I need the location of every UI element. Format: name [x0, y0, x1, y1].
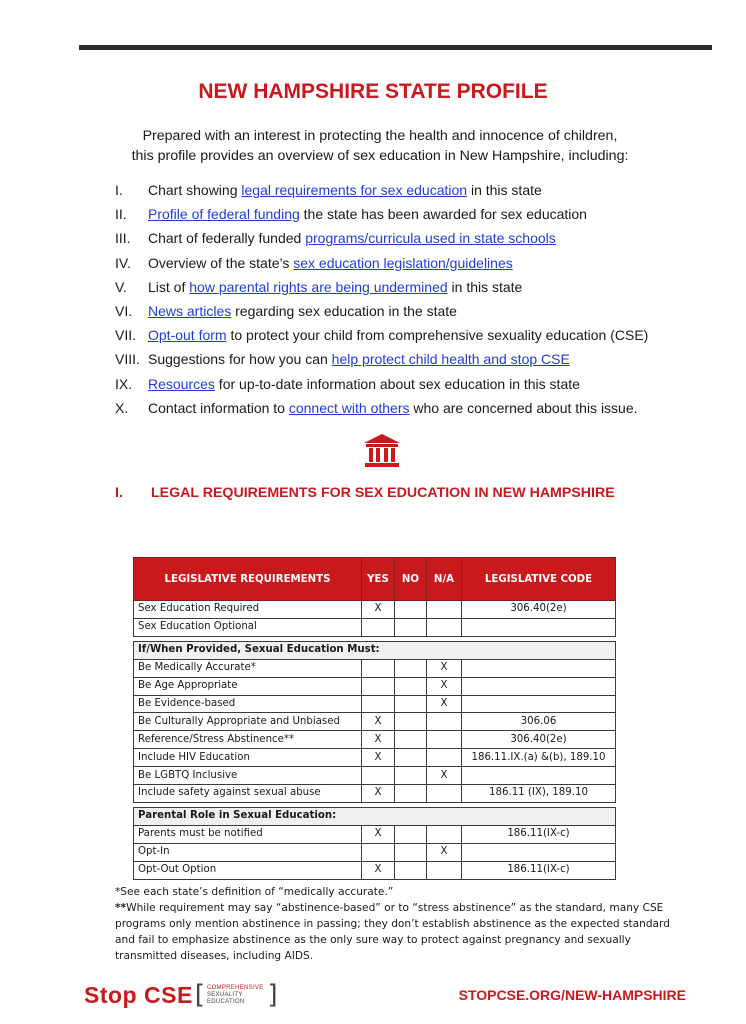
- no-cell: [395, 767, 427, 785]
- na-cell: [427, 861, 462, 879]
- na-cell: [427, 601, 462, 619]
- table-row: [134, 731, 616, 749]
- toc-number: VI.: [115, 302, 133, 319]
- page-title: NEW HAMPSHIRE STATE PROFILE: [198, 80, 548, 103]
- requirement-cell: Be Evidence-based: [134, 695, 362, 713]
- yes-cell: [362, 767, 395, 785]
- no-cell: [395, 749, 427, 767]
- footnotes: [115, 884, 675, 964]
- toc-link[interactable]: connect with others: [288, 399, 410, 416]
- table-row: [134, 767, 616, 785]
- na-cell: [427, 731, 462, 749]
- toc-link[interactable]: help protect child health and stop CSE: [331, 351, 570, 368]
- yes-cell: X: [362, 861, 395, 879]
- header-na: N/A: [427, 558, 462, 601]
- toc-text: who are concerned about this issue.: [409, 399, 638, 416]
- table-of-contents: [115, 178, 715, 420]
- yes-cell: [362, 695, 395, 713]
- building-columns-icon: [362, 433, 402, 469]
- no-cell: [395, 785, 427, 803]
- table-row: [134, 785, 616, 803]
- no-cell: [395, 677, 427, 695]
- no-cell: [395, 843, 427, 861]
- no-cell: [395, 825, 427, 843]
- na-cell: [427, 749, 462, 767]
- toc-item: [115, 347, 715, 371]
- toc-link[interactable]: Opt-out form: [148, 327, 227, 344]
- table-row: [134, 677, 616, 695]
- toc-text: Suggestions for how you can: [148, 351, 332, 368]
- toc-link[interactable]: Profile of federal funding: [148, 206, 300, 223]
- intro-line: Prepared with an interest in protecting the health and innocence of children,: [142, 128, 618, 144]
- table-row: [134, 659, 616, 677]
- logo-sub-line: EDUCATION: [206, 998, 245, 1005]
- toc-item: [115, 396, 715, 420]
- requirement-cell: Opt-Out Option: [134, 861, 362, 879]
- intro-line: this profile provides an overview of sex education in New Hampshire, including:: [131, 148, 629, 164]
- code-cell: [462, 767, 616, 785]
- toc-item: [115, 299, 715, 323]
- no-cell: [395, 713, 427, 731]
- toc-link[interactable]: legal requirements for sex education: [241, 182, 468, 198]
- yes-cell: X: [362, 749, 395, 767]
- na-cell: [427, 618, 462, 636]
- requirement-cell: Sex Education Required: [134, 601, 362, 619]
- logo-sub-line: COMPREHENSIVE: [206, 984, 264, 991]
- logo-bracket-right: ]: [267, 980, 278, 1010]
- toc-text: for up-to-date information about sex education in this state: [214, 375, 580, 392]
- section-number: I.: [115, 485, 123, 501]
- yes-cell: X: [362, 785, 395, 803]
- code-cell: 306.40(2e): [462, 601, 616, 619]
- toc-link[interactable]: programs/curricula used in state schools: [305, 230, 556, 247]
- code-cell: 186.11(IX-c): [462, 861, 616, 879]
- toc-item: [115, 323, 715, 347]
- table-header-row: [134, 558, 616, 601]
- table-row: [134, 843, 616, 861]
- header-yes: YES: [362, 558, 395, 601]
- code-cell: [462, 618, 616, 636]
- requirement-cell: Be Medically Accurate*: [134, 659, 362, 677]
- no-cell: [395, 731, 427, 749]
- footnote-medically-accurate: *See each state’s definition of “medically accurate.”: [115, 886, 394, 898]
- intro-text: [60, 126, 700, 166]
- code-cell: [462, 843, 616, 861]
- requirement-cell: Reference/Stress Abstinence**: [134, 731, 362, 749]
- no-cell: [395, 861, 427, 879]
- yes-cell: [362, 618, 395, 636]
- header-no: NO: [395, 558, 427, 601]
- toc-text: in this state: [447, 278, 523, 295]
- toc-number: II.: [115, 206, 127, 223]
- toc-text: to protect your child from comprehensive sexuality education (CSE): [226, 327, 649, 344]
- toc-number: VIII.: [115, 351, 140, 368]
- toc-link[interactable]: how parental rights are being undermined: [189, 278, 448, 295]
- na-cell: X: [427, 767, 462, 785]
- code-cell: 186.11(IX-c): [462, 825, 616, 843]
- footnote-mark: **: [115, 902, 127, 914]
- toc-item: [115, 226, 715, 250]
- toc-text: List of: [148, 278, 190, 295]
- yes-cell: X: [362, 825, 395, 843]
- toc-number: VII.: [115, 327, 137, 344]
- toc-number: V.: [115, 278, 127, 295]
- code-cell: [462, 659, 616, 677]
- na-cell: X: [427, 695, 462, 713]
- table-row: [134, 825, 616, 843]
- toc-item: [115, 251, 715, 275]
- table-row: [134, 749, 616, 767]
- toc-text: Chart showing: [148, 182, 242, 198]
- requirement-cell: Include HIV Education: [134, 749, 362, 767]
- group-label: If/When Provided, Sexual Education Must:: [134, 641, 616, 659]
- requirement-cell: Be Age Appropriate: [134, 677, 362, 695]
- table-row: [134, 695, 616, 713]
- section-heading: [115, 485, 615, 501]
- requirements-table: [133, 557, 616, 880]
- no-cell: [395, 695, 427, 713]
- na-cell: X: [427, 659, 462, 677]
- logo-sub-line: SEXUALITY: [206, 991, 243, 998]
- na-cell: X: [427, 677, 462, 695]
- requirement-cell: Include safety against sexual abuse: [134, 785, 362, 803]
- toc-item: [115, 178, 715, 202]
- footer-site-link[interactable]: STOPCSE.ORG/NEW-HAMPSHIRE: [458, 987, 686, 1003]
- code-cell: 306.06: [462, 713, 616, 731]
- na-cell: [427, 713, 462, 731]
- toc-link[interactable]: News articles: [148, 302, 232, 319]
- group-label: Parental Role in Sexual Education:: [134, 807, 616, 825]
- logo-wordmark: Stop CSE: [84, 981, 193, 1008]
- footnote-abstinence-text: While requirement may say “abstinence-based” or to “stress abstinence” as the standard, many CSE programs only mention abstinence in passing; they don’t establish abstinence as the expected standard and fail to emphasize abstinence as the only sure way to protect against pregnancy and sexually transmitted diseases, including AIDS.: [115, 902, 670, 962]
- toc-number: IX.: [115, 375, 133, 392]
- stop-cse-logo: [84, 981, 278, 1009]
- requirement-cell: Opt-In: [134, 843, 362, 861]
- toc-number: IV.: [115, 254, 131, 271]
- header-code: LEGISLATIVE CODE: [462, 558, 616, 601]
- yes-cell: X: [362, 601, 395, 619]
- toc-text: the state has been awarded for sex education: [299, 206, 587, 223]
- table-group-row: [134, 807, 616, 825]
- requirement-cell: Be Culturally Appropriate and Unbiased: [134, 713, 362, 731]
- table-group-row: [134, 641, 616, 659]
- yes-cell: [362, 677, 395, 695]
- toc-item: [115, 202, 715, 226]
- top-rule: [79, 45, 712, 50]
- table-row: [134, 601, 616, 619]
- na-cell: X: [427, 843, 462, 861]
- toc-text: Contact information to: [148, 399, 289, 416]
- section-title: LEGAL REQUIREMENTS FOR SEX EDUCATION IN NEW HAMPSHIRE: [150, 485, 615, 501]
- toc-link[interactable]: sex education legislation/guidelines: [293, 254, 513, 271]
- code-cell: 306.40(2e): [462, 731, 616, 749]
- code-cell: [462, 695, 616, 713]
- table-row: [134, 618, 616, 636]
- code-cell: 186.11 (IX), 189.10: [462, 785, 616, 803]
- requirement-cell: Be LGBTQ Inclusive: [134, 767, 362, 785]
- toc-text: Chart of federally funded: [148, 230, 306, 247]
- toc-item: [115, 372, 715, 396]
- logo-bracket-left: [: [194, 980, 205, 1010]
- code-cell: [462, 677, 616, 695]
- yes-cell: X: [362, 713, 395, 731]
- toc-number: X.: [115, 399, 129, 416]
- requirement-cell: Parents must be notified: [134, 825, 362, 843]
- table-row: [134, 861, 616, 879]
- na-cell: [427, 825, 462, 843]
- table-row: [134, 713, 616, 731]
- no-cell: [395, 618, 427, 636]
- no-cell: [395, 659, 427, 677]
- requirement-cell: Sex Education Optional: [134, 618, 362, 636]
- toc-number: III.: [115, 230, 131, 247]
- toc-text: regarding sex education in the state: [231, 302, 457, 319]
- toc-text: Overview of the state’s: [148, 254, 294, 271]
- toc-link[interactable]: Resources: [148, 375, 215, 392]
- code-cell: 186.11.IX.(a) &(b), 189.10: [462, 749, 616, 767]
- yes-cell: [362, 843, 395, 861]
- toc-item: [115, 275, 715, 299]
- toc-number: I.: [115, 182, 123, 198]
- logo-subtitle: [207, 985, 264, 1006]
- footnote-abstinence: [115, 900, 675, 964]
- na-cell: [427, 785, 462, 803]
- yes-cell: X: [362, 731, 395, 749]
- yes-cell: [362, 659, 395, 677]
- toc-text: in this state: [467, 182, 542, 198]
- no-cell: [395, 601, 427, 619]
- header-requirements: LEGISLATIVE REQUIREMENTS: [134, 558, 362, 601]
